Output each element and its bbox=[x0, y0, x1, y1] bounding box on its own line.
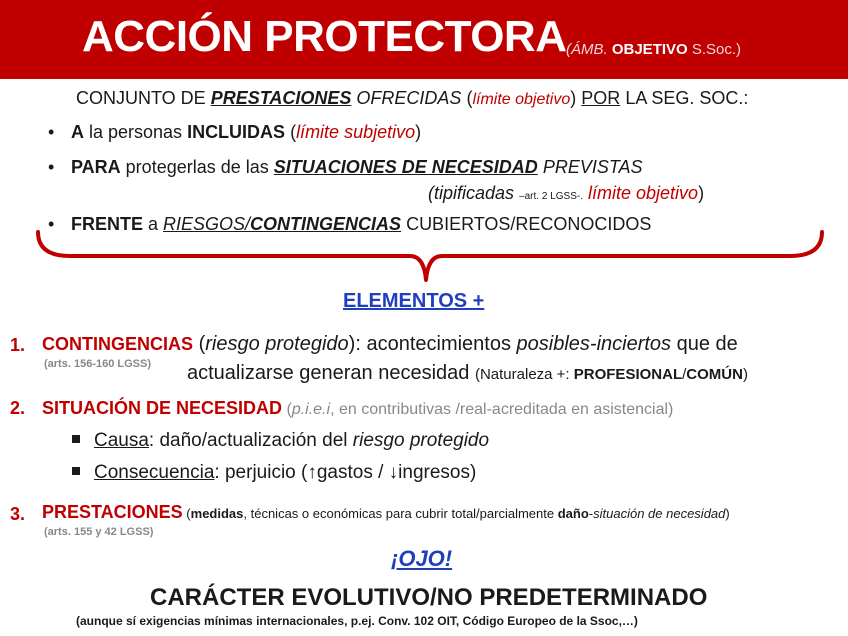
item3-t7: ) bbox=[725, 506, 730, 521]
bullet2-situaciones: SITUACIONES DE NECESIDAD bbox=[273, 157, 538, 177]
consecuencia-label: Consecuencia bbox=[94, 462, 215, 483]
item1-t3: ): acontecimientos bbox=[348, 333, 517, 355]
bullet1-d: ( bbox=[285, 122, 297, 142]
item3-t1: ( bbox=[182, 506, 191, 521]
bullet-situaciones-cont bbox=[428, 183, 704, 204]
bullet2-b: protegerlas de las bbox=[120, 157, 274, 177]
intro-line bbox=[76, 88, 748, 109]
item1-l2a: actualizarse generan necesidad bbox=[187, 362, 475, 384]
bullet1-c: INCLUIDAS bbox=[187, 122, 286, 142]
item1-line1 bbox=[42, 333, 738, 356]
footer-note bbox=[76, 614, 638, 628]
square-bullet-icon bbox=[72, 435, 80, 443]
bullet1-b: la personas bbox=[84, 122, 188, 142]
item3-line1 bbox=[42, 502, 730, 523]
bullet2-previstas: PREVISTAS bbox=[537, 157, 643, 177]
item3-t6: situación de necesidad bbox=[593, 506, 726, 521]
item1-t5: que de bbox=[671, 333, 738, 355]
intro-prestaciones: PRESTACIONES bbox=[210, 88, 352, 108]
bullet2-art: –art. 2 LGSS-. bbox=[519, 191, 583, 202]
subtitle-bold: OBJETIVO bbox=[611, 41, 688, 58]
item2-t3: , en contributivas /real-acreditada en asistencial) bbox=[330, 401, 674, 418]
item1-t2: riesgo protegido bbox=[205, 333, 349, 355]
ojo-heading: ¡OJO! bbox=[391, 546, 453, 571]
item1-l2d: / bbox=[682, 366, 687, 383]
item1-l2f: ) bbox=[742, 366, 748, 383]
intro-paren-open: ( bbox=[466, 88, 473, 108]
item1-note: (arts. 156-160 LGSS) bbox=[44, 358, 151, 370]
intro-ofrecidas: OFRECIDAS bbox=[356, 88, 462, 108]
item1-l2e: COMÚN bbox=[686, 366, 743, 383]
square-bullet-icon bbox=[72, 467, 80, 475]
bullet1-f: ) bbox=[415, 122, 422, 142]
item1-l2c: PROFESIONAL bbox=[573, 366, 683, 383]
bullet2-a: PARA bbox=[71, 157, 121, 177]
footer-a: (aunque sí exigencias mínimas internacionales, bbox=[76, 614, 351, 628]
bullet-situaciones bbox=[71, 157, 643, 178]
item2-title: SITUACIÓN DE NECESIDAD bbox=[42, 398, 283, 418]
item2-consecuencia bbox=[72, 462, 476, 484]
item3-t5: - bbox=[588, 506, 594, 521]
page-title: ACCIÓN PROTECTORA bbox=[82, 12, 567, 61]
item2-t2: p.i.e.i bbox=[291, 401, 331, 418]
item2-causa bbox=[72, 430, 489, 452]
item1-title: CONTINGENCIAS bbox=[42, 334, 194, 354]
bullet1-limite: límite subjetivo bbox=[296, 122, 416, 142]
bullet2-tipificadas: (tipificadas bbox=[428, 183, 515, 203]
evolutivo-heading: CARÁCTER EVOLUTIVO/NO PREDETERMINADO bbox=[150, 584, 708, 611]
item3-t4: daño bbox=[557, 506, 589, 521]
item3-t2: medidas bbox=[190, 506, 244, 521]
elementos-title: ELEMENTOS + bbox=[343, 290, 485, 312]
bullet-incluidas bbox=[71, 122, 421, 143]
bullet-dot-2: • bbox=[48, 157, 55, 177]
intro-limite: límite objetivo bbox=[472, 91, 571, 108]
bullet3-b: a bbox=[143, 214, 164, 234]
item1-line2 bbox=[187, 362, 748, 385]
causa-riesgo: riesgo protegido bbox=[352, 430, 490, 451]
bullet3-cubiertos: CUBIERTOS/RECONOCIDOS bbox=[401, 214, 652, 234]
intro-seg-soc: LA SEG. SOC.: bbox=[625, 88, 749, 108]
page-subtitle bbox=[566, 41, 741, 58]
item3-title: PRESTACIONES bbox=[42, 502, 183, 522]
item3-number: 3. bbox=[10, 504, 26, 524]
bullet3-a: FRENTE bbox=[71, 214, 143, 234]
footer-b: p.ej. Conv. 102 OIT, Código Europeo de la Ssoc,…) bbox=[350, 614, 638, 628]
title-banner bbox=[0, 0, 848, 79]
item2-number: 2. bbox=[10, 398, 26, 418]
intro-por: POR bbox=[581, 88, 621, 108]
bullet3-contingencias: CONTINGENCIAS bbox=[250, 214, 402, 234]
bullet1-a: A bbox=[71, 122, 84, 142]
bullet2-limite: límite objetivo bbox=[588, 183, 699, 203]
bullet3-riesgos: RIESGOS/ bbox=[163, 214, 251, 234]
causa-text: : daño/actualización del bbox=[148, 430, 353, 451]
item2-line1 bbox=[42, 398, 673, 419]
item3-note: (arts. 155 y 42 LGSS) bbox=[44, 526, 154, 538]
subtitle-close: S.Soc.) bbox=[691, 41, 742, 58]
bullet-dot-3: • bbox=[48, 214, 55, 234]
item1-l2b: (Naturaleza +: bbox=[474, 366, 574, 383]
bullet2-close: ) bbox=[698, 183, 705, 203]
causa-label: Causa bbox=[94, 430, 149, 451]
item1-number: 1. bbox=[10, 335, 26, 355]
subtitle-open: (ÁMB. bbox=[566, 41, 608, 58]
curly-brace-icon bbox=[30, 228, 830, 288]
bullet-dot-1: • bbox=[48, 122, 55, 142]
item2-t1: ( bbox=[282, 401, 292, 418]
item1-t4: posibles-inciertos bbox=[516, 333, 672, 355]
item1-t1: ( bbox=[193, 333, 206, 355]
consecuencia-text: : perjuicio (↑gastos / ↓ingresos) bbox=[214, 462, 477, 483]
item3-t3: , técnicas o económicas para cubrir total/parcialmente bbox=[243, 506, 558, 521]
intro-text-a: CONJUNTO DE bbox=[76, 88, 206, 108]
intro-paren-close: ) bbox=[570, 88, 577, 108]
